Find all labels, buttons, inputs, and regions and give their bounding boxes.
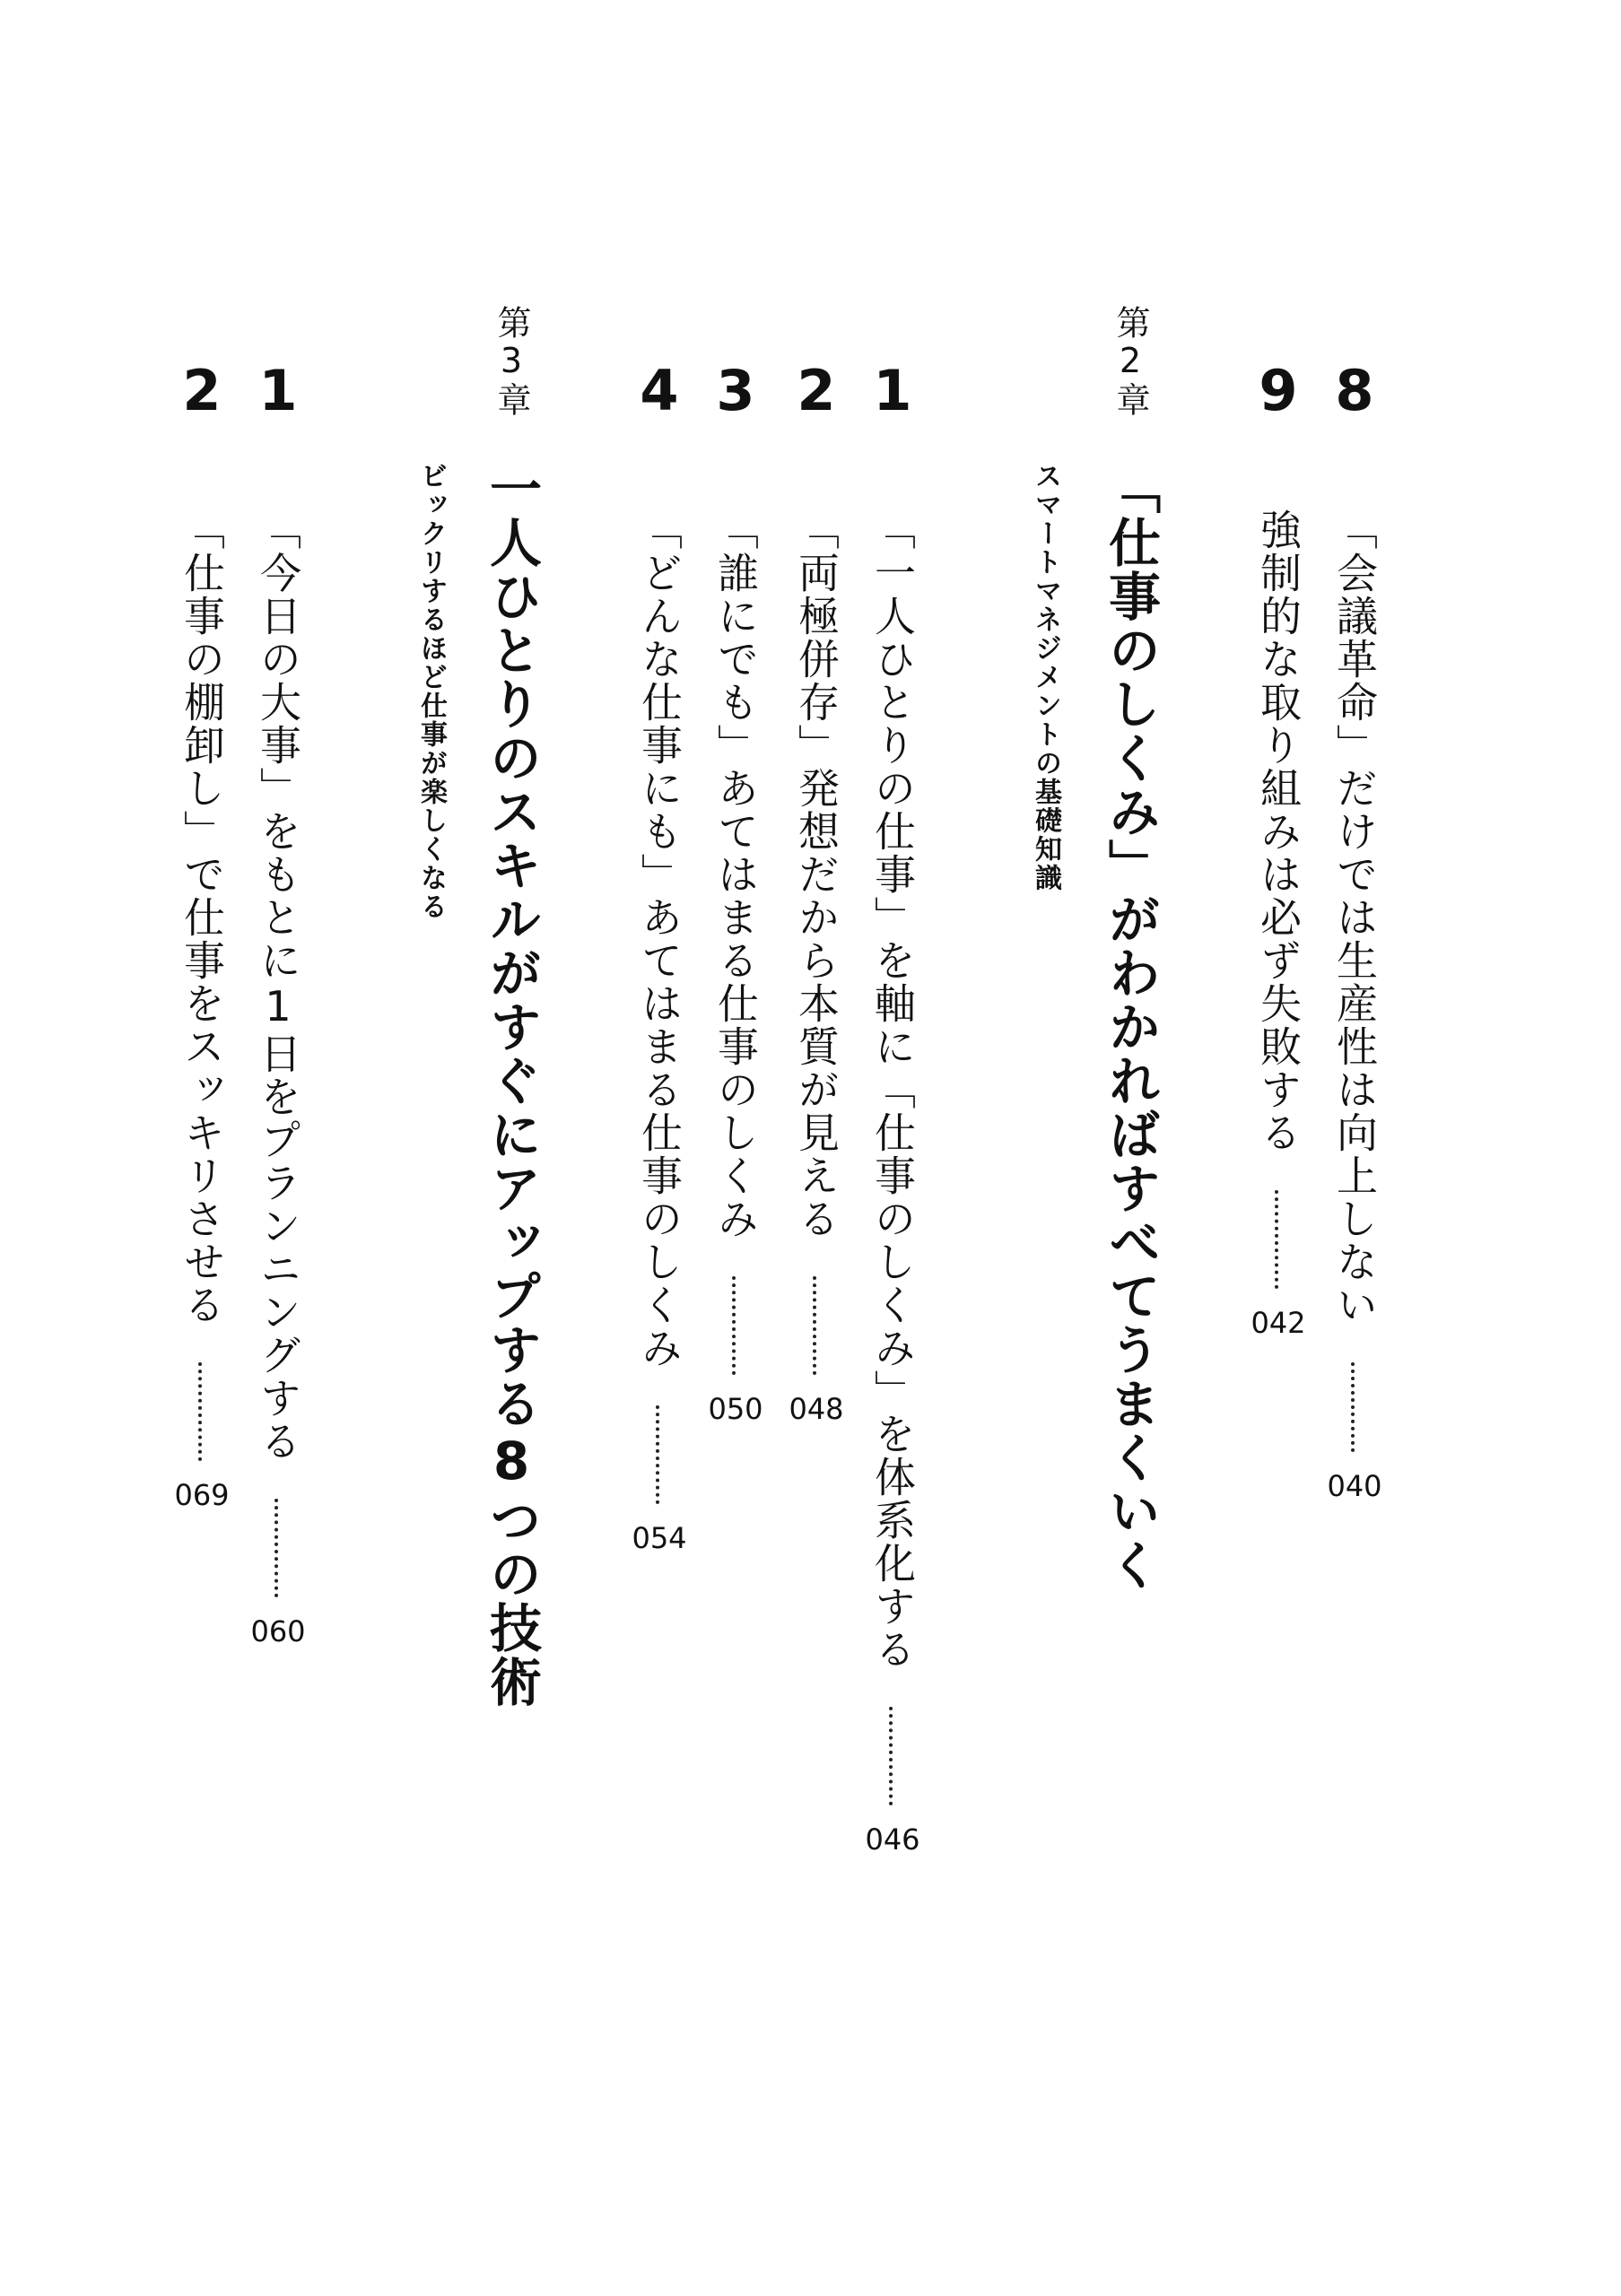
entry-title: 「一人ひとりの仕事」を軸に「仕事のしくみ」を体系化する [868,509,917,1671]
toc-entry [619,358,700,1555]
entry-title: 強制的な取り組みは必ず失敗する [1254,509,1303,1154]
chapter-title: 「仕事のしくみ」がわかればすべてうまくいく [1100,462,1161,1592]
entry-number: 9 [1259,358,1298,423]
entry-number: 3 [716,358,755,423]
chapter-3-title-col [475,462,547,1709]
toc-entry [1238,358,1319,1340]
toc-entry [852,358,933,1857]
entry-title: 「どんな仕事にも」あてはまる仕事のしくみ [635,509,684,1370]
entry-number: 2 [797,358,836,423]
entry-title: 「仕事の棚卸し」で仕事をスッキリさせる [178,509,226,1326]
leader-dots [1275,1190,1282,1289]
toc-entry [161,358,242,1512]
entry-page: 050 [708,1392,763,1426]
entry-number: 1 [873,358,912,423]
chapter-title: 一人ひとりのスキルがすぐにアップする8つの技術 [481,462,542,1709]
entry-page: 046 [865,1822,920,1857]
chapter-2-label-col [1094,305,1166,418]
toc-entry [238,358,318,1648]
entry-title: 「会議革命」だけでは生産性は向上しない [1330,509,1379,1326]
entry-page: 040 [1327,1469,1382,1503]
entry-number: 2 [182,358,222,423]
entry-page: 048 [789,1392,844,1426]
entry-number: 1 [258,358,298,423]
leader-dots [813,1276,820,1375]
chapter-2-subtitle-col [1018,462,1072,892]
entry-title: 「両極併存」発想だから本質が見える [792,509,841,1240]
toc-entry [695,358,776,1426]
chapter-subtitle: スマートマネジメントの基礎知識 [1030,462,1061,892]
entry-page: 069 [174,1478,230,1512]
chapter-2-title-col [1094,462,1166,1592]
chapter-label: 第3章 [492,305,531,418]
entry-page: 060 [250,1614,306,1648]
entry-page: 054 [632,1521,687,1555]
entry-title: 「今日の大事」をもとに1日をプランニングする [254,509,302,1463]
entry-number: 4 [640,358,679,423]
chapter-label: 第2章 [1111,305,1150,418]
leader-dots [275,1499,282,1597]
leader-dots [656,1405,663,1504]
chapter-3-label-col [475,305,547,418]
toc-entry [776,358,857,1426]
entry-title: 「誰にでも」あてはまる仕事のしくみ [711,509,760,1240]
leader-dots [732,1276,739,1375]
leader-dots [198,1362,205,1461]
toc-entry [1314,358,1395,1503]
entry-page: 042 [1251,1306,1306,1340]
chapter-subtitle: ビックリするほど仕事が楽しくなる [415,462,447,921]
entry-number: 8 [1335,358,1374,423]
chapter-3-subtitle-col [404,462,458,921]
leader-dots [889,1707,896,1805]
leader-dots [1351,1362,1358,1452]
